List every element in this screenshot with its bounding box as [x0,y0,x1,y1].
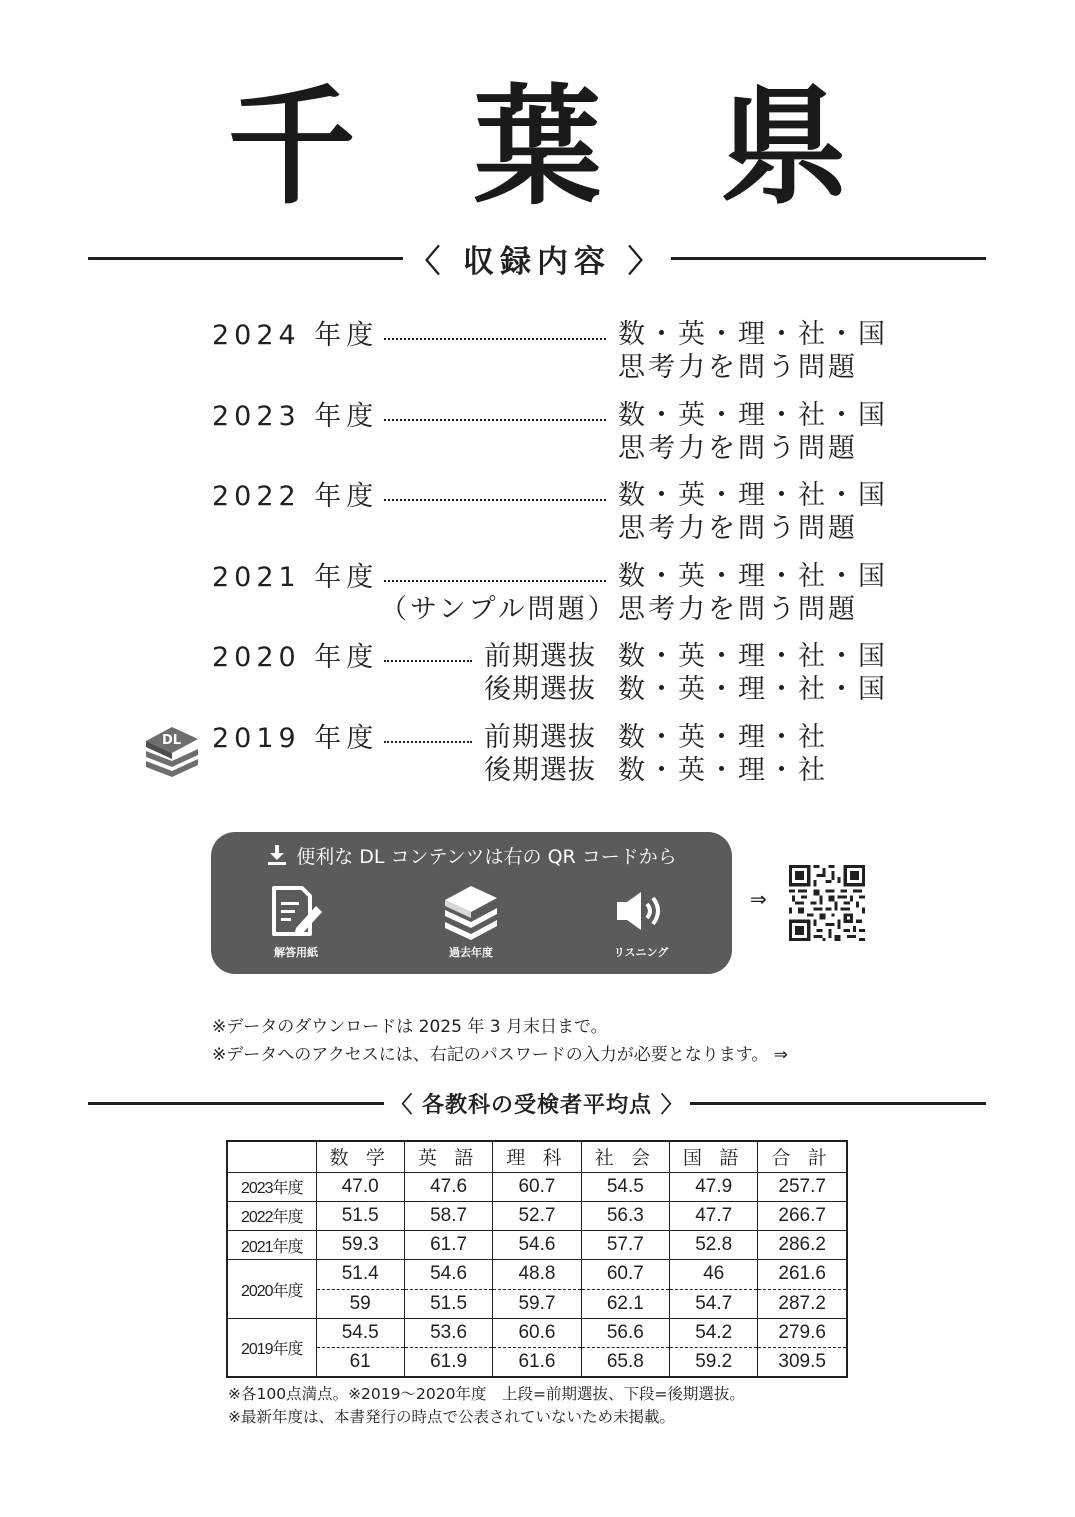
table-cell: 51.5 [316,1201,404,1230]
contents-row-2023 [0,399,1075,479]
table-cell: 51.4 [316,1260,404,1289]
table-row [227,1348,847,1377]
table-cell: 52.7 [493,1201,581,1230]
speaker-icon [613,884,669,940]
table-cell: 279.6 [758,1318,847,1347]
dl-icon-label: DL [162,733,182,748]
title-char-3: 県 [719,73,848,222]
table-header-cell: 数 学 [316,1141,404,1172]
contents-year: 2021 年度 [212,562,379,593]
table-cell: 47.0 [316,1172,404,1201]
table-cell: 58.7 [404,1201,492,1230]
table-row [227,1172,847,1201]
table-cell: 59.7 [493,1289,581,1318]
heading-rule-right [671,257,986,260]
contents-year: 2023 年度 [212,401,379,432]
table-cell: 65.8 [581,1348,669,1377]
contents-subjects: 思考力を問う問題 [618,513,858,544]
table-cell: 61 [316,1348,404,1377]
contents-subjects: 数・英・理・社・国 [618,561,888,592]
table-cell: 57.7 [581,1231,669,1260]
contents-subjects: 思考力を問う問題 [618,352,858,383]
past-exams-books-icon [443,884,499,940]
table-row [227,1289,847,1318]
sample-note: （サンプル問題） [380,594,618,625]
table-cell: 309.5 [758,1348,847,1377]
table-cell: 59.3 [316,1231,404,1260]
contents-heading-label: 〈 収録内容 〉 [409,243,665,280]
contents-subjects: 数・英・理・社 [618,755,828,786]
contents-list [0,318,1075,788]
table-cell: 60.7 [493,1172,581,1201]
table-cell: 266.7 [758,1201,847,1230]
table-cell: 261.6 [758,1260,847,1289]
dotted-leader [384,338,606,340]
page-title [0,73,1075,222]
contents-subjects: 思考力を問う問題 [618,594,858,625]
qr-code[interactable] [789,865,865,941]
contents-row-2020 [0,640,1075,720]
table-cell: 56.3 [581,1201,669,1230]
table-cell: 60.7 [581,1260,669,1289]
selection-kind: 後期選抜 [484,674,596,705]
download-deadline-note: ※データのダウンロードは 2025 年 3 月末日まで。 [212,1017,608,1037]
table-header-row [227,1141,847,1172]
table-header-cell: 合 計 [758,1141,847,1172]
contents-year: 2020 年度 [212,642,379,673]
contents-subjects: 数・英・理・社・国 [618,319,888,350]
table-cell: 53.6 [404,1318,492,1347]
dotted-leader [384,499,606,501]
heading-rule-left [88,257,403,260]
download-books-icon [142,725,202,777]
table-year-cell: 2023年度 [227,1172,316,1201]
average-scores-table [226,1140,848,1378]
selection-kind: 前期選抜 [484,722,596,753]
dotted-leader [384,580,606,582]
table-cell: 54.6 [404,1260,492,1289]
dl-item-caption: 過去年度 [449,946,493,959]
table-cell: 60.6 [493,1318,581,1347]
table-header-cell: 英 語 [404,1141,492,1172]
table-row [227,1260,847,1289]
table-header-cell: 社 会 [581,1141,669,1172]
heading-rule-left [88,1102,384,1105]
contents-subjects: 数・英・理・社・国 [618,674,888,705]
answer-sheet-icon [268,884,324,940]
download-icon [266,844,288,866]
table-cell: 54.6 [493,1231,581,1260]
contents-heading [88,238,986,278]
table-cell: 287.2 [758,1289,847,1318]
averages-heading [88,1083,986,1123]
table-row [227,1201,847,1230]
table-cell: 61.9 [404,1348,492,1377]
table-cell: 48.8 [493,1260,581,1289]
contents-subjects: 数・英・理・社・国 [618,480,888,511]
dl-contents-box[interactable] [211,832,732,974]
password-note: ※データへのアクセスには、右記のパスワードの入力が必要となります。 ⇒ [212,1045,789,1065]
table-year-cell: 2022年度 [227,1201,316,1230]
table-year-cell: 2021年度 [227,1231,316,1260]
table-cell: 62.1 [581,1289,669,1318]
dl-item-answer-sheet[interactable] [241,884,351,964]
dl-item-past-exams[interactable] [416,884,526,964]
table-cell: 56.6 [581,1318,669,1347]
table-cell: 46 [670,1260,758,1289]
contents-row-2021 [0,560,1075,640]
contents-year: 2024 年度 [212,320,379,351]
table-cell: 47.9 [670,1172,758,1201]
contents-subjects: 数・英・理・社 [618,722,828,753]
contents-row-2022 [0,479,1075,559]
selection-kind: 前期選抜 [484,641,596,672]
table-cell: 59 [316,1289,404,1318]
dl-item-listening[interactable] [586,884,696,964]
table-footnote: ※各100点満点。※2019～2020年度 上段=前期選抜、下段=後期選抜。 [228,1385,745,1403]
dotted-leader [384,660,472,662]
table-cell: 59.2 [670,1348,758,1377]
table-header-cell: 国 語 [670,1141,758,1172]
table-cell: 47.6 [404,1172,492,1201]
table-year-cell: 2019年度 [227,1318,316,1377]
table-row [227,1231,847,1260]
table-cell: 54.5 [581,1172,669,1201]
title-char-1: 千 [227,73,356,222]
averages-heading-label: 〈 各教科の受検者平均点 〉 [390,1092,684,1118]
dotted-leader [384,419,606,421]
title-char-2: 葉 [473,73,602,222]
contents-subjects: 思考力を問う問題 [618,433,858,464]
table-year-cell: 2020年度 [227,1260,316,1319]
table-cell: 257.7 [758,1172,847,1201]
table-cell: 54.5 [316,1318,404,1347]
table-footnote: ※最新年度は、本書発行の時点で公表されていないため未掲載。 [228,1408,675,1426]
contents-subjects: 数・英・理・社・国 [618,641,888,672]
table-cell: 47.7 [670,1201,758,1230]
table-row [227,1318,847,1347]
contents-year: 2019 年度 [212,723,379,754]
table-cell: 54.2 [670,1318,758,1347]
dl-box-heading-text: 便利な DL コンテンツは右の QR コードから [296,845,677,868]
table-cell: 51.5 [404,1289,492,1318]
dotted-leader [384,741,472,743]
dl-item-caption: リスニング [613,946,669,959]
table-cell: 61.6 [493,1348,581,1377]
dl-item-caption: 解答用紙 [274,946,318,959]
contents-subjects: 数・英・理・社・国 [618,400,888,431]
contents-row-2024 [0,318,1075,398]
heading-rule-right [690,1102,986,1105]
selection-kind: 後期選抜 [484,755,596,786]
table-cell: 61.7 [404,1231,492,1260]
table-cell: 52.8 [670,1231,758,1260]
arrow-to-qr: ⇒ [750,887,767,911]
dl-box-heading [211,840,732,870]
table-header-cell [227,1141,316,1172]
table-cell: 54.7 [670,1289,758,1318]
table-header-cell: 理 科 [493,1141,581,1172]
table-cell: 286.2 [758,1231,847,1260]
contents-year: 2022 年度 [212,481,379,512]
